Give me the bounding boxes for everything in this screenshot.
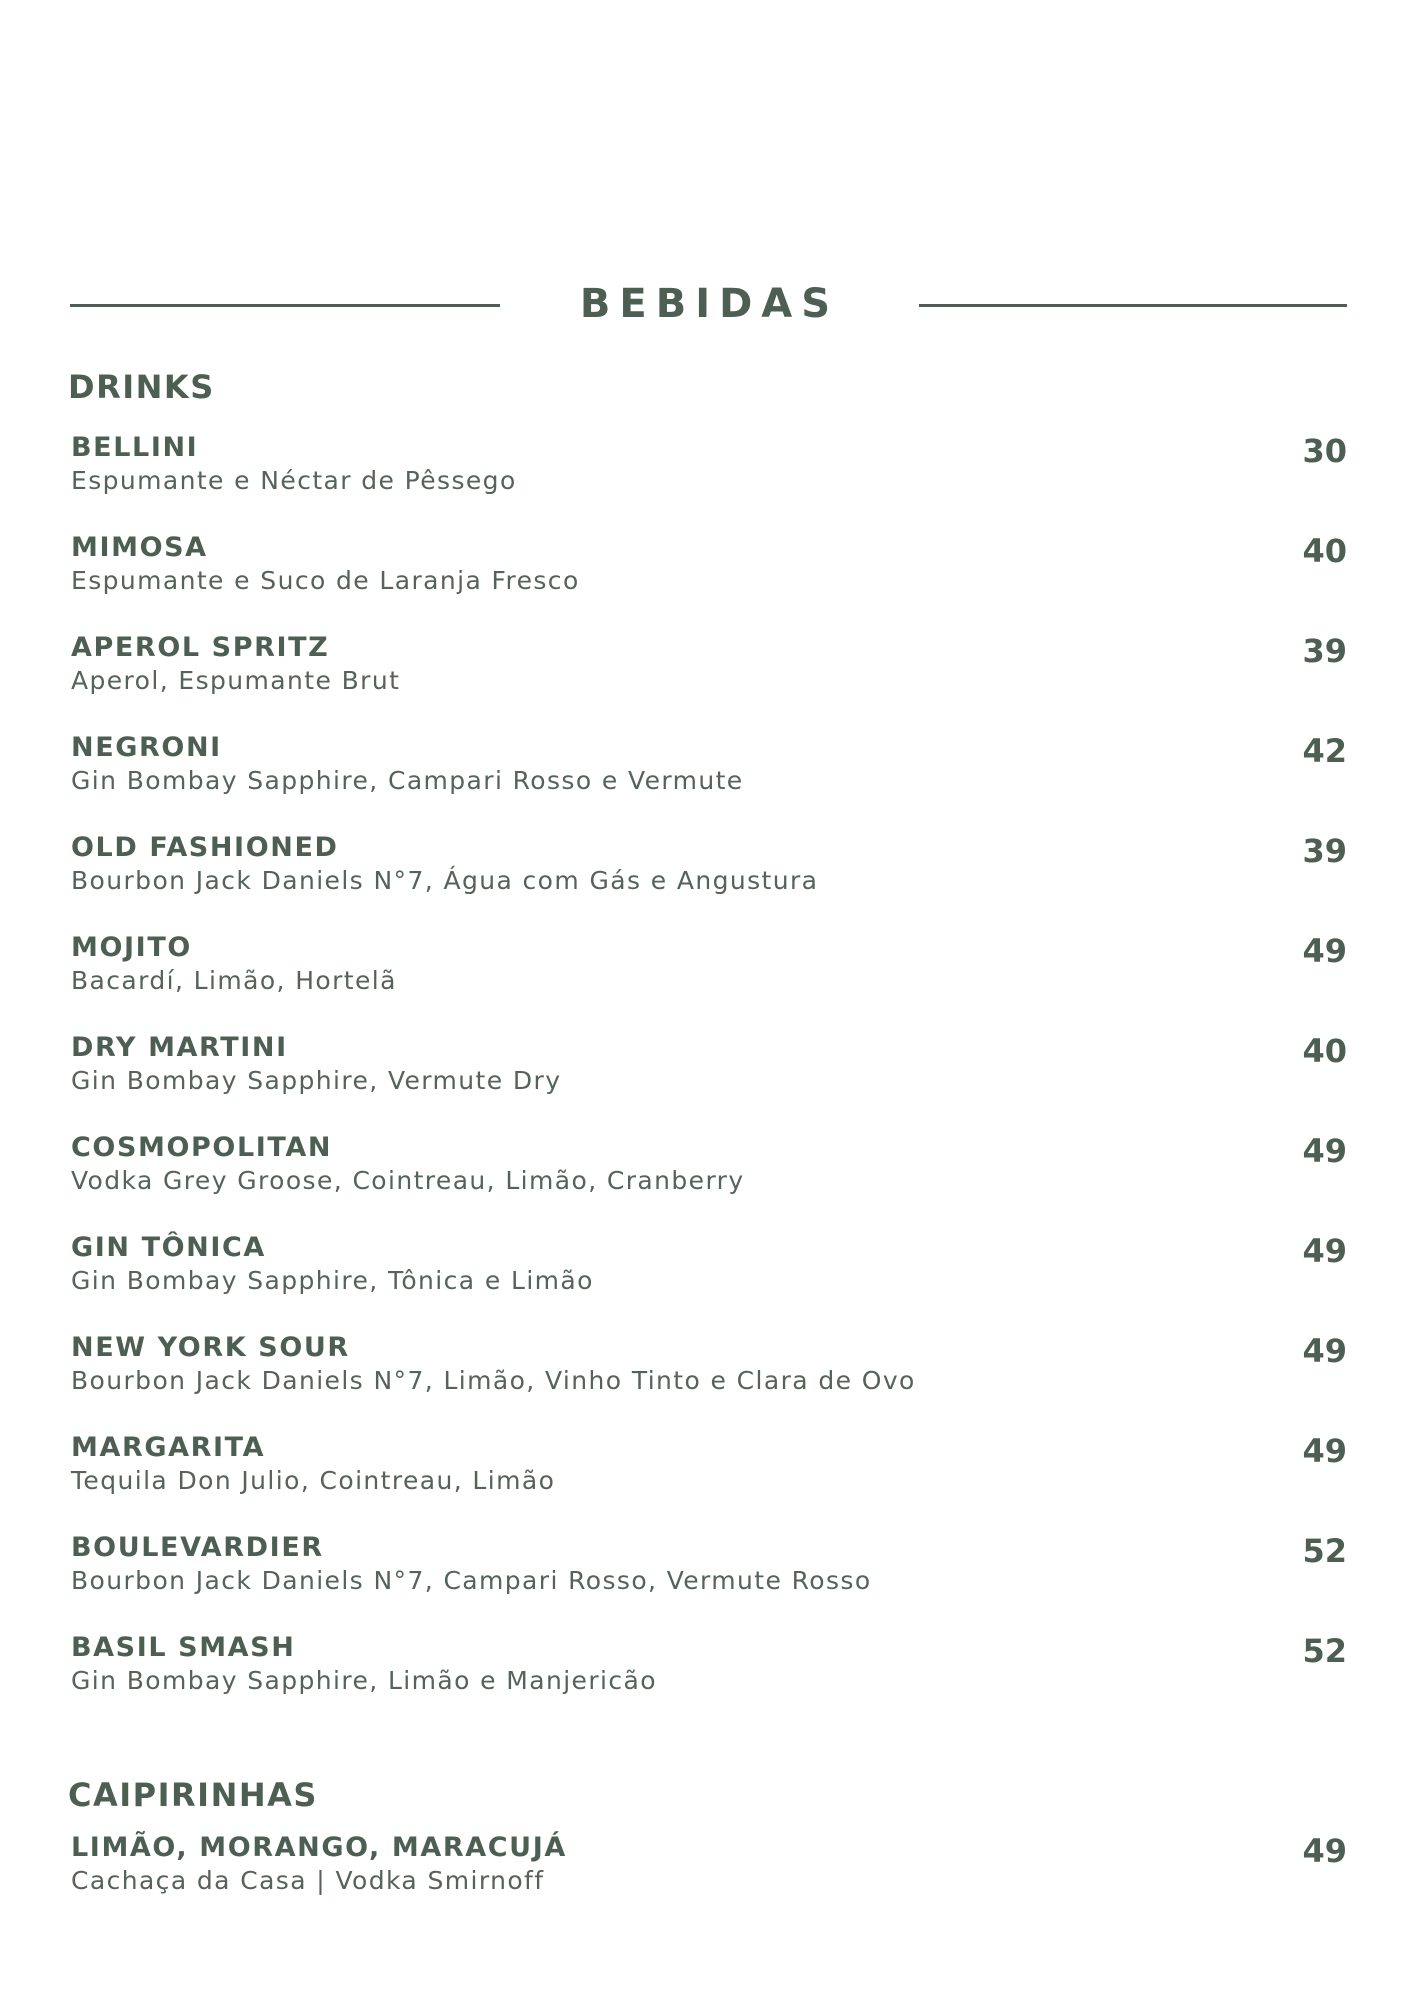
- item-name: DRY MARTINI: [71, 1032, 288, 1063]
- item-description: Bourbon Jack Daniels N°7, Água com Gás e Angustura: [71, 866, 819, 895]
- item-description: Aperol, Espumante Brut: [71, 666, 401, 695]
- item-price: 42: [1302, 732, 1347, 770]
- menu-item: [71, 431, 1347, 511]
- page-title: BEBIDAS: [579, 281, 840, 327]
- item-name: LIMÃO, MORANGO, MARACUJÁ: [71, 1832, 567, 1863]
- header-rule-left: [70, 304, 500, 307]
- item-description: Vodka Grey Groose, Cointreau, Limão, Cranberry: [71, 1166, 745, 1195]
- menu-item: [71, 831, 1347, 911]
- item-description: Gin Bombay Sapphire, Campari Rosso e Vermute: [71, 766, 744, 795]
- header-rule-right: [919, 304, 1347, 307]
- item-price: 40: [1302, 1032, 1347, 1070]
- item-name: MARGARITA: [71, 1432, 266, 1463]
- menu-item: [71, 531, 1347, 611]
- item-name: OLD FASHIONED: [71, 832, 339, 863]
- item-price: 39: [1302, 832, 1347, 870]
- menu-item: [71, 731, 1347, 811]
- item-description: Gin Bombay Sapphire, Tônica e Limão: [71, 1266, 594, 1295]
- menu-item: [71, 1131, 1347, 1211]
- item-price: 49: [1302, 1832, 1347, 1870]
- item-name: GIN TÔNICA: [71, 1232, 266, 1263]
- item-name: BOULEVARDIER: [71, 1532, 324, 1563]
- menu-item: [71, 1231, 1347, 1311]
- item-description: Espumante e Suco de Laranja Fresco: [71, 566, 580, 595]
- item-description: Bourbon Jack Daniels N°7, Campari Rosso, Vermute Rosso: [71, 1566, 872, 1595]
- item-price: 30: [1302, 432, 1347, 470]
- menu-item: [71, 1831, 1347, 1911]
- menu-item: [71, 1031, 1347, 1111]
- menu-header: [70, 278, 1347, 330]
- item-description: Gin Bombay Sapphire, Limão e Manjericão: [71, 1666, 657, 1695]
- section-title-drinks: DRINKS: [68, 368, 215, 406]
- menu-item: [71, 1431, 1347, 1511]
- section-title-caipirinhas: CAIPIRINHAS: [68, 1776, 318, 1814]
- item-description: Cachaça da Casa | Vodka Smirnoff: [71, 1866, 545, 1895]
- item-name: MIMOSA: [71, 532, 208, 563]
- menu-item: [71, 1631, 1347, 1711]
- item-name: APEROL SPRITZ: [71, 632, 330, 663]
- item-name: NEW YORK SOUR: [71, 1332, 350, 1363]
- item-description: Tequila Don Julio, Cointreau, Limão: [71, 1466, 556, 1495]
- menu-item: [71, 1331, 1347, 1411]
- item-price: 39: [1302, 632, 1347, 670]
- item-price: 49: [1302, 932, 1347, 970]
- item-name: NEGRONI: [71, 732, 222, 763]
- item-price: 49: [1302, 1332, 1347, 1370]
- menu-item: [71, 931, 1347, 1011]
- item-description: Bourbon Jack Daniels N°7, Limão, Vinho Tinto e Clara de Ovo: [71, 1366, 916, 1395]
- item-description: Gin Bombay Sapphire, Vermute Dry: [71, 1066, 562, 1095]
- menu-item: [71, 1531, 1347, 1611]
- item-price: 49: [1302, 1432, 1347, 1470]
- item-price: 49: [1302, 1232, 1347, 1270]
- menu-item: [71, 631, 1347, 711]
- item-name: BASIL SMASH: [71, 1632, 296, 1663]
- item-name: BELLINI: [71, 432, 199, 463]
- item-price: 52: [1302, 1632, 1347, 1670]
- item-price: 49: [1302, 1132, 1347, 1170]
- item-description: Bacardí, Limão, Hortelã: [71, 966, 397, 995]
- item-name: COSMOPOLITAN: [71, 1132, 333, 1163]
- item-price: 52: [1302, 1532, 1347, 1570]
- item-price: 40: [1302, 532, 1347, 570]
- item-description: Espumante e Néctar de Pêssego: [71, 466, 517, 495]
- item-name: MOJITO: [71, 932, 192, 963]
